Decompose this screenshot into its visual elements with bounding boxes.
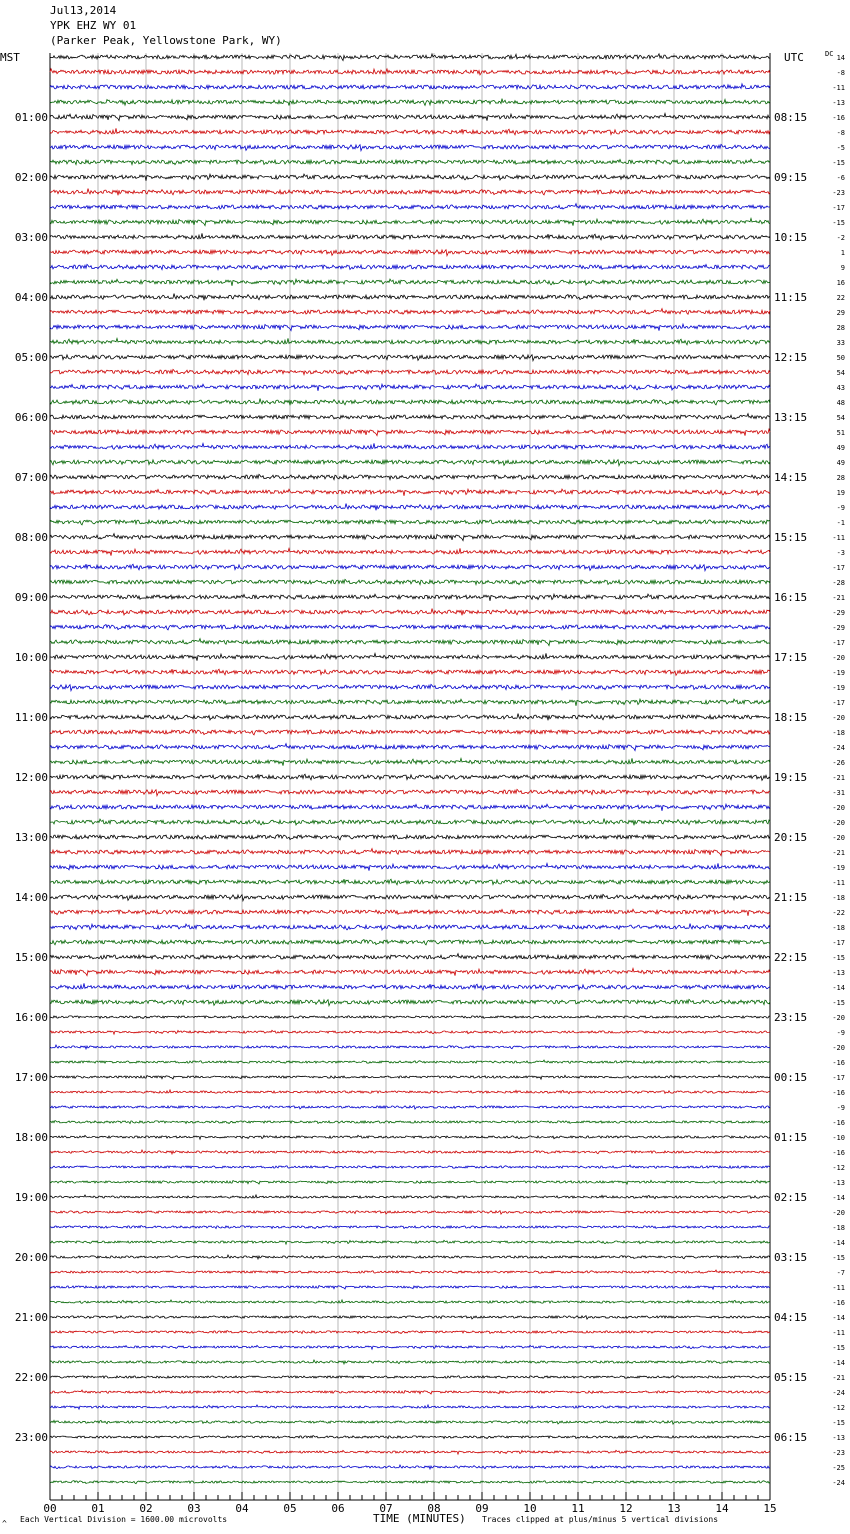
dc-offset-label: -16 — [832, 1089, 845, 1097]
mst-hour-label: 05:00 — [14, 351, 48, 364]
seismic-trace — [50, 744, 770, 751]
seismic-trace — [50, 99, 770, 106]
mst-hour-label: 07:00 — [14, 471, 48, 484]
dc-offset-label: -17 — [832, 939, 845, 947]
seismic-trace — [50, 1165, 770, 1168]
utc-hour-label: 16:15 — [774, 591, 808, 604]
dc-offset-label: -20 — [832, 804, 845, 812]
dc-offset-label: -15 — [832, 1344, 845, 1352]
utc-hour-label: 15:15 — [774, 531, 808, 544]
dc-offset-label: 54 — [836, 414, 845, 422]
dc-offset-label: -13 — [832, 99, 845, 107]
dc-offset-label: 9 — [840, 264, 845, 272]
mst-hour-label: 01:00 — [14, 111, 48, 124]
dc-offset-label: -17 — [832, 699, 845, 707]
dc-offset-label: -29 — [832, 624, 845, 632]
dc-offset-label: -26 — [832, 759, 845, 767]
seismic-trace — [50, 1376, 770, 1378]
seismic-trace — [50, 1045, 770, 1049]
dc-offset-label: -16 — [832, 1299, 845, 1307]
dc-offset-label: -18 — [832, 1224, 845, 1232]
dc-offset-label: -16 — [832, 114, 845, 122]
utc-hour-label: 18:15 — [774, 711, 808, 724]
seismic-trace — [50, 594, 770, 601]
seismic-trace — [50, 113, 770, 120]
utc-hour-label: 11:15 — [774, 291, 808, 304]
seismic-trace — [50, 1285, 770, 1289]
x-tick-label: 13 — [667, 1502, 681, 1515]
seismic-trace — [50, 1465, 770, 1469]
dc-offset-label: -15 — [832, 999, 845, 1007]
seismic-trace — [50, 1420, 770, 1424]
utc-hour-label: 12:15 — [774, 351, 808, 364]
dc-offset-label: -20 — [832, 714, 845, 722]
seismic-trace — [50, 653, 770, 660]
seismic-trace — [50, 460, 770, 466]
mst-hour-label: 14:00 — [14, 891, 48, 904]
x-tick-label: 14 — [715, 1502, 729, 1515]
seismic-trace — [50, 835, 770, 840]
seismic-trace — [50, 69, 770, 75]
mst-hour-label: 15:00 — [14, 951, 48, 964]
utc-hour-label: 09:15 — [774, 171, 808, 184]
dc-offset-label: 29 — [836, 309, 845, 317]
mst-hour-label: 08:00 — [14, 531, 48, 544]
mst-hour-label: 04:00 — [14, 291, 48, 304]
dc-offset-label: 49 — [836, 444, 845, 452]
x-tick-label: 05 — [283, 1502, 297, 1515]
station-location: (Parker Peak, Yellowstone Park, WY) — [50, 34, 282, 47]
scale-note: Each Vertical Division = 1600.00 microvolts — [20, 1515, 228, 1524]
dc-offset-label: -14 — [832, 984, 845, 992]
x-tick-label: 00 — [43, 1502, 57, 1515]
mst-hour-label: 16:00 — [14, 1011, 48, 1024]
seismic-trace — [50, 1436, 770, 1439]
seismic-trace — [50, 849, 770, 856]
seismic-trace — [50, 1075, 770, 1079]
seismic-trace — [50, 924, 770, 931]
seismic-trace — [50, 1060, 770, 1063]
dc-offset-label: -15 — [832, 1419, 845, 1427]
seismic-trace — [50, 1030, 770, 1034]
seismic-trace — [50, 204, 770, 210]
dc-offset-label: -11 — [832, 534, 845, 542]
seismic-trace — [50, 579, 770, 584]
mst-hour-label: 09:00 — [14, 591, 48, 604]
dc-offset-label: -23 — [832, 189, 845, 197]
x-tick-label: 02 — [139, 1502, 153, 1515]
mst-hour-label: 19:00 — [14, 1191, 48, 1204]
seismic-trace — [50, 1226, 770, 1229]
seismic-trace — [50, 625, 770, 630]
seismic-trace — [50, 879, 770, 885]
utc-hour-label: 13:15 — [774, 411, 808, 424]
x-tick-label: 07 — [379, 1502, 393, 1515]
dc-offset-label: -11 — [832, 84, 845, 92]
seismic-trace — [50, 609, 770, 616]
utc-hour-label: 04:15 — [774, 1311, 808, 1324]
dc-offset-label: -21 — [832, 774, 845, 782]
dc-offset-label: -20 — [832, 1044, 845, 1052]
seismic-trace — [50, 968, 770, 975]
clip-note: Traces clipped at plus/minus 5 vertical divisions — [482, 1515, 719, 1524]
dc-offset-label: -14 — [832, 1239, 845, 1247]
seismic-trace — [50, 669, 770, 675]
x-tick-label: 10 — [523, 1502, 537, 1515]
dc-offset-label: -28 — [832, 579, 845, 587]
dc-offset-label: -15 — [832, 159, 845, 167]
seismic-trace — [50, 1300, 770, 1304]
seismic-trace — [50, 128, 770, 134]
seismic-trace — [50, 758, 770, 765]
seismic-trace — [50, 534, 770, 541]
plot-date: Jul13,2014 — [50, 4, 117, 17]
seismic-trace — [50, 1090, 770, 1094]
seismic-trace — [50, 264, 770, 269]
dc-offset-label: -19 — [832, 684, 845, 692]
seismic-trace — [50, 1150, 770, 1154]
seismic-trace — [50, 999, 770, 1005]
dc-offset-label: 54 — [836, 369, 845, 377]
seismic-trace — [50, 714, 770, 721]
dc-offset-label: -16 — [832, 1149, 845, 1157]
seismic-trace — [50, 218, 770, 225]
dc-offset-label: -11 — [832, 1284, 845, 1292]
seismic-trace — [50, 1255, 770, 1259]
dc-offset-label: -21 — [832, 849, 845, 857]
dc-offset-label: -2 — [836, 234, 845, 242]
seismic-trace — [50, 1135, 770, 1139]
dc-offset-label: -17 — [832, 204, 845, 212]
dc-offset-label: 49 — [836, 459, 845, 467]
dc-offset-label: -15 — [832, 219, 845, 227]
dc-offset-label: 43 — [836, 384, 845, 392]
dc-offset-label: -8 — [836, 129, 845, 137]
seismic-trace — [50, 384, 770, 391]
seismic-trace — [50, 954, 770, 960]
seismic-trace — [50, 684, 770, 690]
dc-offset-label: -13 — [832, 1434, 845, 1442]
mst-hour-label: 20:00 — [14, 1251, 48, 1264]
x-tick-label: 08 — [427, 1502, 441, 1515]
mst-hour-label: 02:00 — [14, 171, 48, 184]
seismic-trace — [50, 1360, 770, 1364]
seismic-trace — [50, 894, 770, 900]
utc-hour-label: 06:15 — [774, 1431, 808, 1444]
dc-offset-label: -25 — [832, 1464, 845, 1472]
dc-offset-label: -19 — [832, 669, 845, 677]
x-tick-label: 12 — [619, 1502, 633, 1515]
seismic-trace — [50, 474, 770, 479]
seismic-trace — [50, 369, 770, 374]
x-tick-label: 01 — [91, 1502, 105, 1515]
seismic-trace — [50, 983, 770, 989]
utc-label: UTC — [784, 51, 804, 64]
dc-offset-label: 48 — [836, 399, 845, 407]
mst-hour-label: 21:00 — [14, 1311, 48, 1324]
seismic-trace — [50, 355, 770, 361]
seismic-trace — [50, 159, 770, 164]
seismic-trace — [50, 1270, 770, 1273]
seismic-trace — [50, 309, 770, 315]
seismic-trace — [50, 639, 770, 646]
seismic-trace — [50, 489, 770, 496]
seismic-trace — [50, 1331, 770, 1334]
x-axis-title: TIME (MINUTES) — [373, 1512, 466, 1525]
x-tick-label: 09 — [475, 1502, 489, 1515]
utc-hour-label: 17:15 — [774, 651, 808, 664]
dc-offset-label: -24 — [832, 744, 845, 752]
dc-offset-label: -24 — [832, 1479, 845, 1487]
dc-offset-label: 14 — [836, 54, 845, 62]
mst-hour-label: 06:00 — [14, 411, 48, 424]
mst-hour-label: 17:00 — [14, 1071, 48, 1084]
dc-offset-label: -21 — [832, 1374, 845, 1382]
x-tick-label: 15 — [763, 1502, 777, 1515]
dc-offset-label: -14 — [832, 1359, 845, 1367]
seismic-trace — [50, 338, 770, 344]
x-tick-label: 06 — [331, 1502, 345, 1515]
seismic-trace — [50, 233, 770, 239]
dc-offset-label: -17 — [832, 639, 845, 647]
seismic-trace — [50, 1240, 770, 1244]
dc-offset-label: 33 — [836, 339, 845, 347]
dc-offset-label: -11 — [832, 1329, 845, 1337]
dc-offset-label: -15 — [832, 954, 845, 962]
mst-hour-label: 18:00 — [14, 1131, 48, 1144]
mst-hour-label: 03:00 — [14, 231, 48, 244]
dc-offset-label: -11 — [832, 879, 845, 887]
seismic-trace — [50, 730, 770, 735]
dc-offset-label: 22 — [836, 294, 845, 302]
seismic-trace — [50, 443, 770, 449]
seismic-trace — [50, 789, 770, 795]
seismic-trace — [50, 1015, 770, 1018]
seismic-trace — [50, 1180, 770, 1184]
dc-offset-label: 16 — [836, 279, 845, 287]
seismic-trace — [50, 294, 770, 301]
dc-offset-label: -16 — [832, 1059, 845, 1067]
seismic-trace — [50, 940, 770, 945]
seismic-trace — [50, 1211, 770, 1214]
dc-offset-label: -24 — [832, 1389, 845, 1397]
utc-hour-label: 10:15 — [774, 231, 808, 244]
seismic-trace — [50, 504, 770, 511]
seismic-trace — [50, 54, 770, 61]
utc-hour-label: 19:15 — [774, 771, 808, 784]
mst-hour-label: 10:00 — [14, 651, 48, 664]
seismic-trace — [50, 520, 770, 525]
x-tick-label: 11 — [571, 1502, 585, 1515]
dc-offset-label: 51 — [836, 429, 845, 437]
dc-offset-label: -5 — [836, 144, 845, 152]
dc-offset-label: -18 — [832, 894, 845, 902]
x-tick-label: 04 — [235, 1502, 249, 1515]
dc-offset-label: 28 — [836, 324, 845, 332]
utc-hour-label: 20:15 — [774, 831, 808, 844]
utc-hour-label: 23:15 — [774, 1011, 808, 1024]
utc-hour-label: 03:15 — [774, 1251, 808, 1264]
seismic-trace — [50, 699, 770, 706]
seismic-trace — [50, 324, 770, 331]
utc-hour-label: 22:15 — [774, 951, 808, 964]
utc-hour-label: 05:15 — [774, 1371, 808, 1384]
seismic-trace — [50, 804, 770, 811]
seismic-trace — [50, 144, 770, 150]
seismic-trace — [50, 414, 770, 420]
seismic-trace — [50, 1450, 770, 1454]
dc-offset-label: -20 — [832, 1209, 845, 1217]
seismic-trace — [50, 909, 770, 916]
seismic-trace — [50, 1405, 770, 1409]
dc-offset-label: -1 — [836, 519, 845, 527]
seismic-trace — [50, 819, 770, 826]
dc-offset-label: -14 — [832, 1194, 845, 1202]
dc-offset-label: -9 — [836, 504, 845, 512]
utc-hour-label: 02:15 — [774, 1191, 808, 1204]
seismic-trace — [50, 1106, 770, 1109]
mst-hour-label: 11:00 — [14, 711, 48, 724]
seismic-trace — [50, 1121, 770, 1124]
seismic-trace — [50, 84, 770, 89]
x-tick-label: 03 — [187, 1502, 201, 1515]
dc-offset-label: -18 — [832, 924, 845, 932]
mst-hour-label: 12:00 — [14, 771, 48, 784]
dc-offset-label: -29 — [832, 609, 845, 617]
dc-offset-label: -21 — [832, 594, 845, 602]
seismic-trace — [50, 279, 770, 286]
dc-offset-label: -20 — [832, 1014, 845, 1022]
seismic-trace — [50, 1390, 770, 1394]
seismic-trace — [50, 1345, 770, 1349]
seismic-trace — [50, 774, 770, 780]
mst-label: MST — [0, 51, 20, 64]
dc-offset-label: -20 — [832, 834, 845, 842]
dc-offset-label: -9 — [836, 1029, 845, 1037]
dc-offset-label: -13 — [832, 1179, 845, 1187]
seismic-trace — [50, 548, 770, 555]
seismic-trace — [50, 189, 770, 196]
mst-hour-label: 13:00 — [14, 831, 48, 844]
seismic-trace — [50, 863, 770, 870]
dc-offset-label: 50 — [836, 354, 845, 362]
seismic-trace — [50, 1481, 770, 1484]
dc-offset-label: -22 — [832, 909, 845, 917]
dc-offset-label: -6 — [836, 174, 845, 182]
corner-mark: ^ — [2, 1519, 7, 1528]
dc-offset-label: -3 — [836, 549, 845, 557]
dc-offset-label: -18 — [832, 729, 845, 737]
mst-hour-label: 23:00 — [14, 1431, 48, 1444]
seismic-trace — [50, 1195, 770, 1199]
dc-offset-label: -10 — [832, 1134, 845, 1142]
dc-offset-label: -17 — [832, 564, 845, 572]
dc-offset-label: 28 — [836, 474, 845, 482]
dc-offset-label: 19 — [836, 489, 845, 497]
utc-hour-label: 08:15 — [774, 111, 808, 124]
dc-offset-label: -31 — [832, 789, 845, 797]
dc-offset-label: -19 — [832, 864, 845, 872]
dc-offset-label: -12 — [832, 1404, 845, 1412]
dc-offset-label: -15 — [832, 1254, 845, 1262]
seismic-trace — [50, 250, 770, 256]
dc-offset-label: -9 — [836, 1104, 845, 1112]
dc-offset-label: -7 — [836, 1269, 845, 1277]
dc-offset-label: 1 — [840, 249, 845, 257]
utc-hour-label: 01:15 — [774, 1131, 808, 1144]
dc-offset-label: -8 — [836, 69, 845, 77]
mst-hour-label: 22:00 — [14, 1371, 48, 1384]
seismic-trace — [50, 564, 770, 571]
dc-offset-label: -23 — [832, 1449, 845, 1457]
station-code: YPK EHZ WY 01 — [50, 19, 137, 32]
seismic-trace — [50, 429, 770, 436]
seismic-trace — [50, 399, 770, 406]
dc-offset-label: -12 — [832, 1164, 845, 1172]
dc-label: DC — [825, 50, 834, 58]
dc-offset-label: -17 — [832, 1074, 845, 1082]
seismic-trace — [50, 174, 770, 181]
seismic-trace — [50, 1316, 770, 1319]
dc-offset-label: -20 — [832, 654, 845, 662]
dc-offset-label: -16 — [832, 1119, 845, 1127]
utc-hour-label: 21:15 — [774, 891, 808, 904]
utc-hour-label: 14:15 — [774, 471, 808, 484]
dc-offset-label: -13 — [832, 969, 845, 977]
dc-offset-label: -20 — [832, 819, 845, 827]
dc-offset-label: -14 — [832, 1314, 845, 1322]
utc-hour-label: 00:15 — [774, 1071, 808, 1084]
